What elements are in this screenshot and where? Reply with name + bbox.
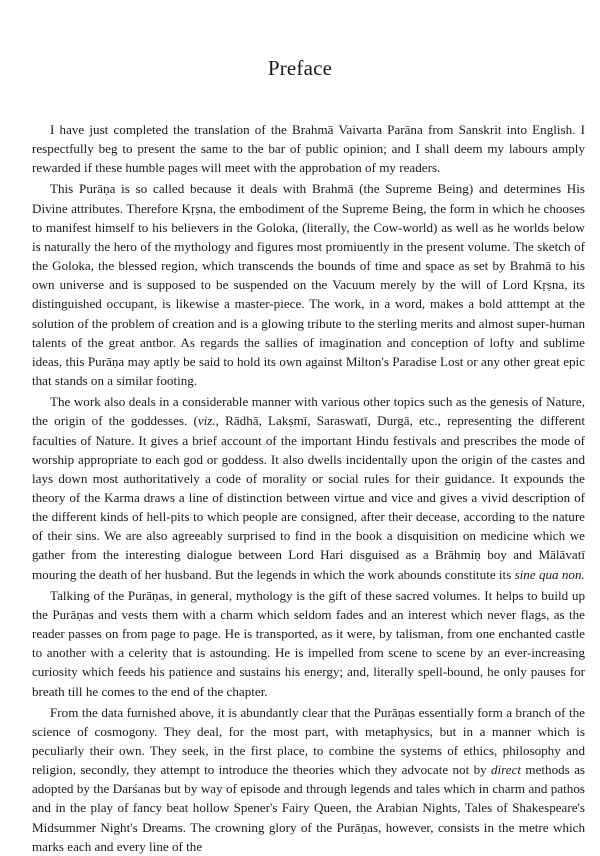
paragraph-text: Talking of the Purāṇas, in general, mythology is the gift of these sacred volumes. It helps to build up the Purāṇas and vests them with a charm which seldom fades and an interest which never flags, as the reader passes on from page to page. He is transported, as it were, by talisman, from one enchanted castle to another with a celerity that is astounding. He is impelled from scene to scene by an ever-increasing curiosity which feeds his patience and sustains his energy; and, literally spell-bound, he only pauses for breath till he comes to the end of the chapter. [32,587,585,699]
paragraph [32,179,585,390]
paragraph-text: I have just completed the translation of the Brahmā Vaivarta Parāna from Sanskrit into English. I respectfully beg to present the same to the bar of public opinion; and I shall deem my labours amply rewarded if these humble pages will meet with the approbation of my readers. [32,122,585,176]
paragraph-text: , Rādhā, Lakṣmī, Saraswatī, Durgā, etc., representing the different faculties of Nature. It gives a brief account of the important Hindu festivals and prescribes the mode of worship appropriate to each god or goddess. It also dwells incidentally upon the origin of the castes and lays down most authoritatively a code of morality or social rules for their guidance. It expounds the theory of the Karma draws a line of distinction between virtue and vice and gives a vivid description of the different kinds of hell-pits to which people are consigned, after their decease, according to the nature of their sins. We are also agreeably surprised to find in the book a disquisition on medicine which we gather from the interesting dialogue between Lord Hari disguised as a Brāhmiṇ boy and Mālāvatī mouring the death of her husband. But the legends in which the work abounds constitute its [32,413,585,582]
paragraph-text: methods as adopted by the Darśanas but by way of episode and through legends and tales which in charm and pathos and in the play of fancy beat hollow Spener's Fairy Queen, the Arabian Nights, Tales of Shakespeare's Midsummer Night's Dreams. The crowning glory of the Purāṇas, however, consists in the metre which marks each and every line of the [32,762,585,854]
italic-text: sine qua non. [514,566,585,582]
italic-text: viz. [197,413,216,429]
paragraph [32,586,585,701]
preface-body [32,120,585,856]
italic-text: direct [491,762,522,778]
paragraph-text: From the data furnished above, it is abundantly clear that the Purāṇas essentially form a branch of the science of cosmogony. They deal, for the most part, with metaphysics, but in a manner which is peculiarly their own. They seek, in the first place, to combine the systems of ethics, philosophy and religion, secondly, they attempt to introduce the theories which they advocate not by [32,704,585,778]
page-title: Preface [267,56,333,80]
paragraph [32,392,585,584]
paragraph [32,703,585,856]
paragraph-text: This Purāṇa is so called because it deals with Brahmā (the Supreme Being) and determines His Divine attributes. Therefore Kṛṣna, the embodiment of the Supreme Being, the form in which he chooses to manifest himself to his believers in the Goloka, (literally, the Cow-world) as well as he worlds below is naturally the hero of the mythology and figures most promiuently in the present volume. The sketch of the Goloka, the blessed region, which transcends the bounds of time and space as set by Brahmā to his own universe and is supposed to be suspended on the Vacuum merely by the will of Lord Kṛṣna, its distinguished occupant, is likewise a master-piece. The work, in a word, makes a bold atttempt at the solution of the problem of creation and is a glowing tribute to the sterling merits and almost super-human talents of the great antbor. As regards the sallies of imagination and conception of lofty and sublime ideas, this Purāṇa may aptly be said to hold its own against Milton's Paradise Lost or any other great epic that stands on a similar footing. [32,181,585,389]
paragraph [32,120,585,177]
paragraph-text: The work also deals in a considerable manner with various other topics such as the genesis of Nature, the origin of the goddesses. ( [32,394,585,429]
